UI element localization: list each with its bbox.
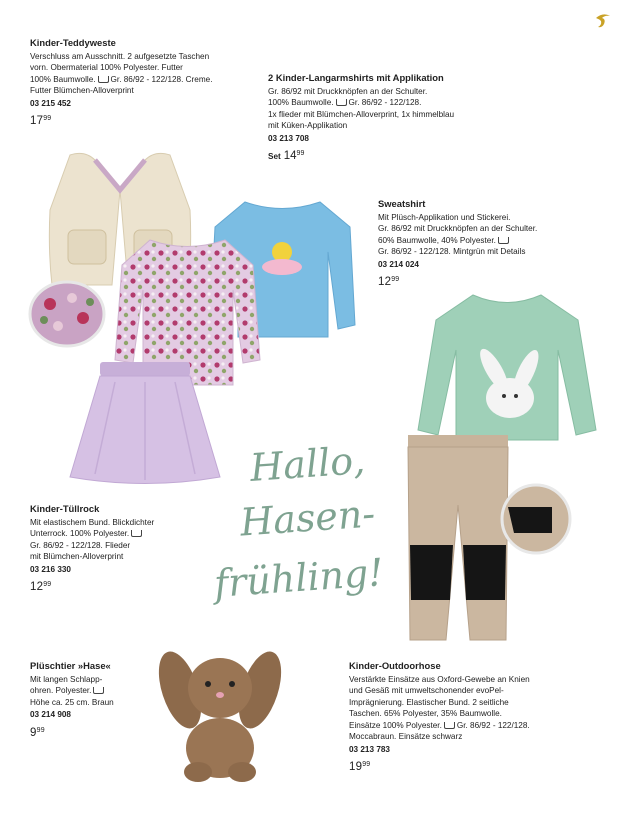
product-title: Kinder-Teddyweste: [30, 37, 116, 48]
product-desc-line: Höhe ca. 25 cm. Braun: [30, 697, 114, 707]
wash-icon: [498, 237, 509, 244]
product-desc-line: Verstärkte Einsätze aus Oxford-Gewebe an Knien: [349, 674, 530, 684]
article-number: 03 213 708: [268, 133, 309, 143]
product-desc-line: Gr. 86/92 - 122/128. Creme.: [110, 74, 213, 84]
product-desc-line: Moccabraun. Einsätze schwarz: [349, 732, 463, 741]
fabric-detail-image: [28, 280, 106, 348]
price: $12^{99}$: [378, 276, 400, 288]
article-number: 03 216 330: [30, 564, 71, 574]
product-desc-line: mit Blümchen-Alloverprint: [30, 552, 124, 561]
product-teddyweste: [30, 37, 213, 128]
outdoor-pants-image: [408, 435, 508, 645]
price: Set $14^{99}$: [268, 150, 305, 162]
product-desc-line: Futter Blümchen-Alloverprint: [30, 86, 134, 95]
wash-icon: [98, 76, 109, 83]
product-desc-line: 100% Baumwolle.: [268, 98, 334, 107]
wash-icon: [131, 530, 142, 537]
headline-line-1: Hallo,: [248, 438, 367, 490]
product-title: 2 Kinder-Langarmshirts mit Applikation: [268, 72, 444, 83]
wash-icon: [444, 722, 455, 729]
article-number: 03 214 908: [30, 710, 71, 719]
product-desc-line: Imprägnierung. Elastischer Bund. 2 seitliche: [349, 697, 509, 707]
plush-bunny-image: [140, 640, 300, 785]
headline-line-2: Hasen-: [238, 491, 377, 545]
product-outdoorhose: [349, 660, 530, 774]
product-desc-line: Gr. 86/92 mit Druckknöpfen an der Schulter.: [268, 86, 428, 96]
price: $12^{99}$: [30, 581, 52, 593]
article-number: 03 214 024: [378, 259, 419, 269]
product-desc-line: mit Küken-Applikation: [268, 121, 348, 130]
product-title: Kinder-Outdoorhose: [349, 660, 441, 671]
product-desc-line: Einsätze 100% Polyester.: [349, 720, 442, 730]
article-number: 03 215 452: [30, 98, 71, 108]
product-sweatshirt: [378, 198, 537, 289]
tulle-skirt-image: [65, 362, 225, 487]
product-desc-line: Mit Plüsch-Applikation und Stickerei.: [378, 212, 511, 222]
product-desc-line: Taschen. 65% Polyester, 35% Baumwolle.: [349, 709, 502, 718]
product-desc-line: Mit elastischem Bund. Blickdichter: [30, 517, 155, 527]
price: $17^{99}$: [30, 115, 52, 127]
product-tuellrock: [30, 503, 154, 594]
price: $9^{99}$: [30, 726, 45, 739]
product-title: Sweatshirt: [378, 198, 426, 209]
product-desc-line: Unterrock. 100% Polyester.: [30, 529, 130, 538]
product-desc-line: Mit langen Schlapp-: [30, 674, 103, 684]
article-number: 03 213 783: [349, 744, 390, 754]
product-langarmshirts: [268, 72, 454, 163]
sweatshirt-image: [418, 290, 596, 445]
product-desc-line: und Gesäß mit umweltschonender evoPel-: [349, 686, 504, 695]
product-desc-line: Gr. 86/92 - 122/128.: [456, 720, 530, 730]
product-desc-line: Gr. 86/92 mit Druckknöpfen an der Schulter.: [378, 224, 538, 233]
headline-line-3: frühling!: [212, 550, 385, 606]
product-title: Kinder-Tüllrock: [30, 503, 100, 514]
product-plueschtier: [30, 660, 114, 739]
wash-icon: [93, 687, 104, 694]
pants-detail-image: [500, 483, 572, 555]
product-desc-line: 60% Baumwolle, 40% Polyester.: [378, 235, 496, 245]
product-desc-line: ohren. Polyester.: [30, 686, 92, 695]
product-desc-line: Gr. 86/92 - 122/128.: [348, 98, 422, 107]
product-title: Plüschtier »Hase«: [30, 660, 111, 671]
tchibo-logo-icon: [592, 10, 614, 32]
product-desc-line: 100% Baumwolle.: [30, 74, 96, 84]
product-desc-line: 1x flieder mit Blümchen-Alloverprint, 1x himmelblau: [268, 109, 455, 119]
product-desc-line: Gr. 86/92 - 122/128. Mintgrün mit Details: [378, 247, 526, 256]
product-desc-line: Verschluss am Ausschnitt. 2 aufgesetzte Taschen: [30, 51, 210, 61]
product-desc-line: Gr. 86/92 - 122/128. Flieder: [30, 540, 131, 550]
wash-icon: [336, 99, 347, 106]
price: $19^{99}$: [349, 761, 371, 773]
product-desc-line: vorn. Obermaterial 100% Polyester. Futter: [30, 63, 183, 72]
